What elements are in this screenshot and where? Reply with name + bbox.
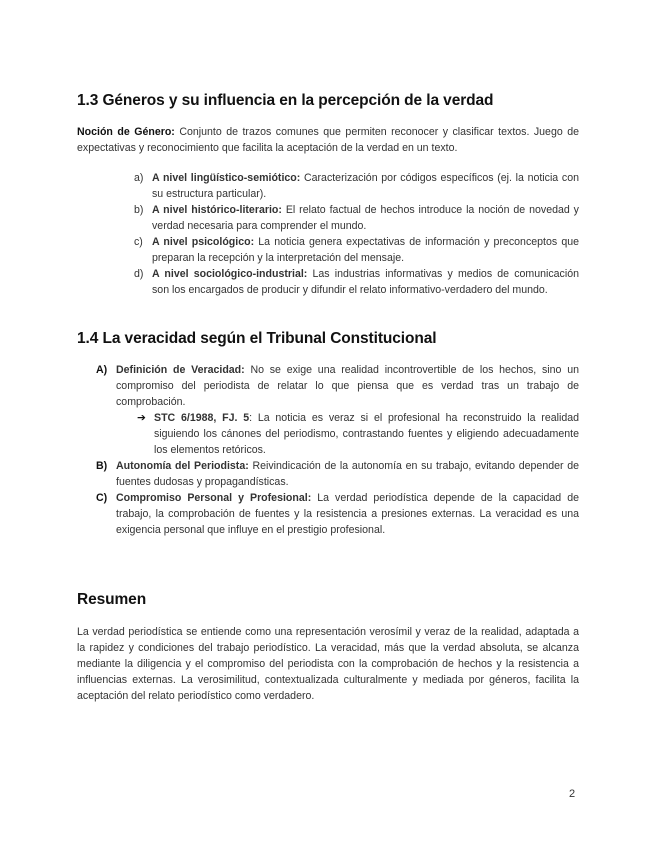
summary-paragraph: La verdad periodística se entiende como una representación verosímil y veraz de la realidad, adaptada a la rapidez y condiciones del trabajo periodístico. La veracidad, más que la verdad absoluta, se alcanza mediante la diligencia y el compromiso del periodista con la comprobación de hechos y la resistencia a influencias externas. La verosimilitud, contextualizada culturalmente y mediada por géneros, facilita la aceptación del relato periodístico como verdadero.: [77, 626, 579, 702]
sub-list-item: [137, 410, 579, 458]
section-1-3-heading: 1.3 Géneros y su influencia en la percepción de la verdad: [77, 92, 494, 109]
list-item-text: La verdad periodística depende de la capacidad de trabajo, la comprobación de fuentes y la resistencia a presiones externas. La veracidad es una exigencia personal que influye en el prestigio profesional.: [116, 492, 579, 536]
list-item-text: Las industrias informativas y medios de comunicación son los encargados de producir y difundir el relato informativo-verdadero del mundo.: [152, 268, 579, 296]
sub-item-term: STC 6/1988, FJ. 5: [154, 412, 250, 424]
list-marker: C): [96, 492, 108, 504]
list-item-term: A nivel lingüístico-semiótico:: [152, 172, 301, 184]
genre-definition-paragraph: [77, 124, 579, 156]
list-marker: c): [134, 236, 143, 248]
list-marker: B): [96, 460, 108, 472]
list-item: [96, 458, 579, 490]
veracity-list: [96, 362, 579, 538]
list-item: [134, 266, 579, 298]
arrow-icon: ➔: [137, 412, 146, 424]
list-item-term: Autonomía del Periodista:: [116, 460, 249, 472]
list-item-text: Reivindicación de la autonomía en su trabajo, evitando depender de fuentes dudosas y propagandísticas.: [116, 460, 579, 488]
list-item: [134, 234, 579, 266]
summary-heading: Resumen: [77, 591, 147, 608]
page-number: 2: [569, 788, 576, 800]
list-item-text: La noticia genera expectativas de información y preconceptos que preparan la recepción y la interpretación del mensaje.: [152, 236, 579, 264]
list-item-text: No se exige una realidad incontrovertible de los hechos, sino un compromiso del periodista de relatar lo que piensa que es verdad tras un trabajo de comprobación.: [116, 364, 579, 408]
list-item: [134, 170, 579, 202]
list-item-term: Compromiso Personal y Profesional:: [116, 492, 312, 504]
list-item-text: Caracterización por códigos específicos (ej. la noticia con su estructura particular).: [152, 172, 579, 200]
list-item-term: A nivel histórico-literario:: [152, 204, 282, 216]
list-marker: b): [134, 204, 144, 216]
genre-definition-text: Conjunto de trazos comunes que permiten reconocer y clasificar textos. Juego de expectativas y reconocimiento que facilita la aceptación de la verdad en un texto.: [77, 126, 579, 154]
section-1-4-heading: 1.4 La veracidad según el Tribunal Constitucional: [77, 330, 437, 347]
list-item-text: El relato factual de hechos introduce la noción de novedad y verdad necesaria para comprender el mundo.: [152, 204, 579, 232]
genre-levels-list: [134, 170, 579, 298]
list-item: [96, 362, 579, 458]
list-item-term: A nivel psicológico:: [152, 236, 255, 248]
genre-definition-term: Noción de Género:: [77, 126, 175, 138]
list-marker: a): [134, 172, 144, 184]
list-marker: A): [96, 364, 108, 376]
list-item-term: Definición de Veracidad:: [116, 364, 245, 376]
sub-item-text: : La noticia es veraz si el profesional ha reconstruido la realidad siguiendo los cánones del periodismo, contrastando fuentes y eligiendo adecuadamente los elementos retóricos.: [154, 412, 579, 456]
list-item: [96, 490, 579, 538]
list-item: [134, 202, 579, 234]
list-marker: d): [134, 268, 144, 280]
list-item-term: A nivel sociológico-industrial:: [152, 268, 308, 280]
